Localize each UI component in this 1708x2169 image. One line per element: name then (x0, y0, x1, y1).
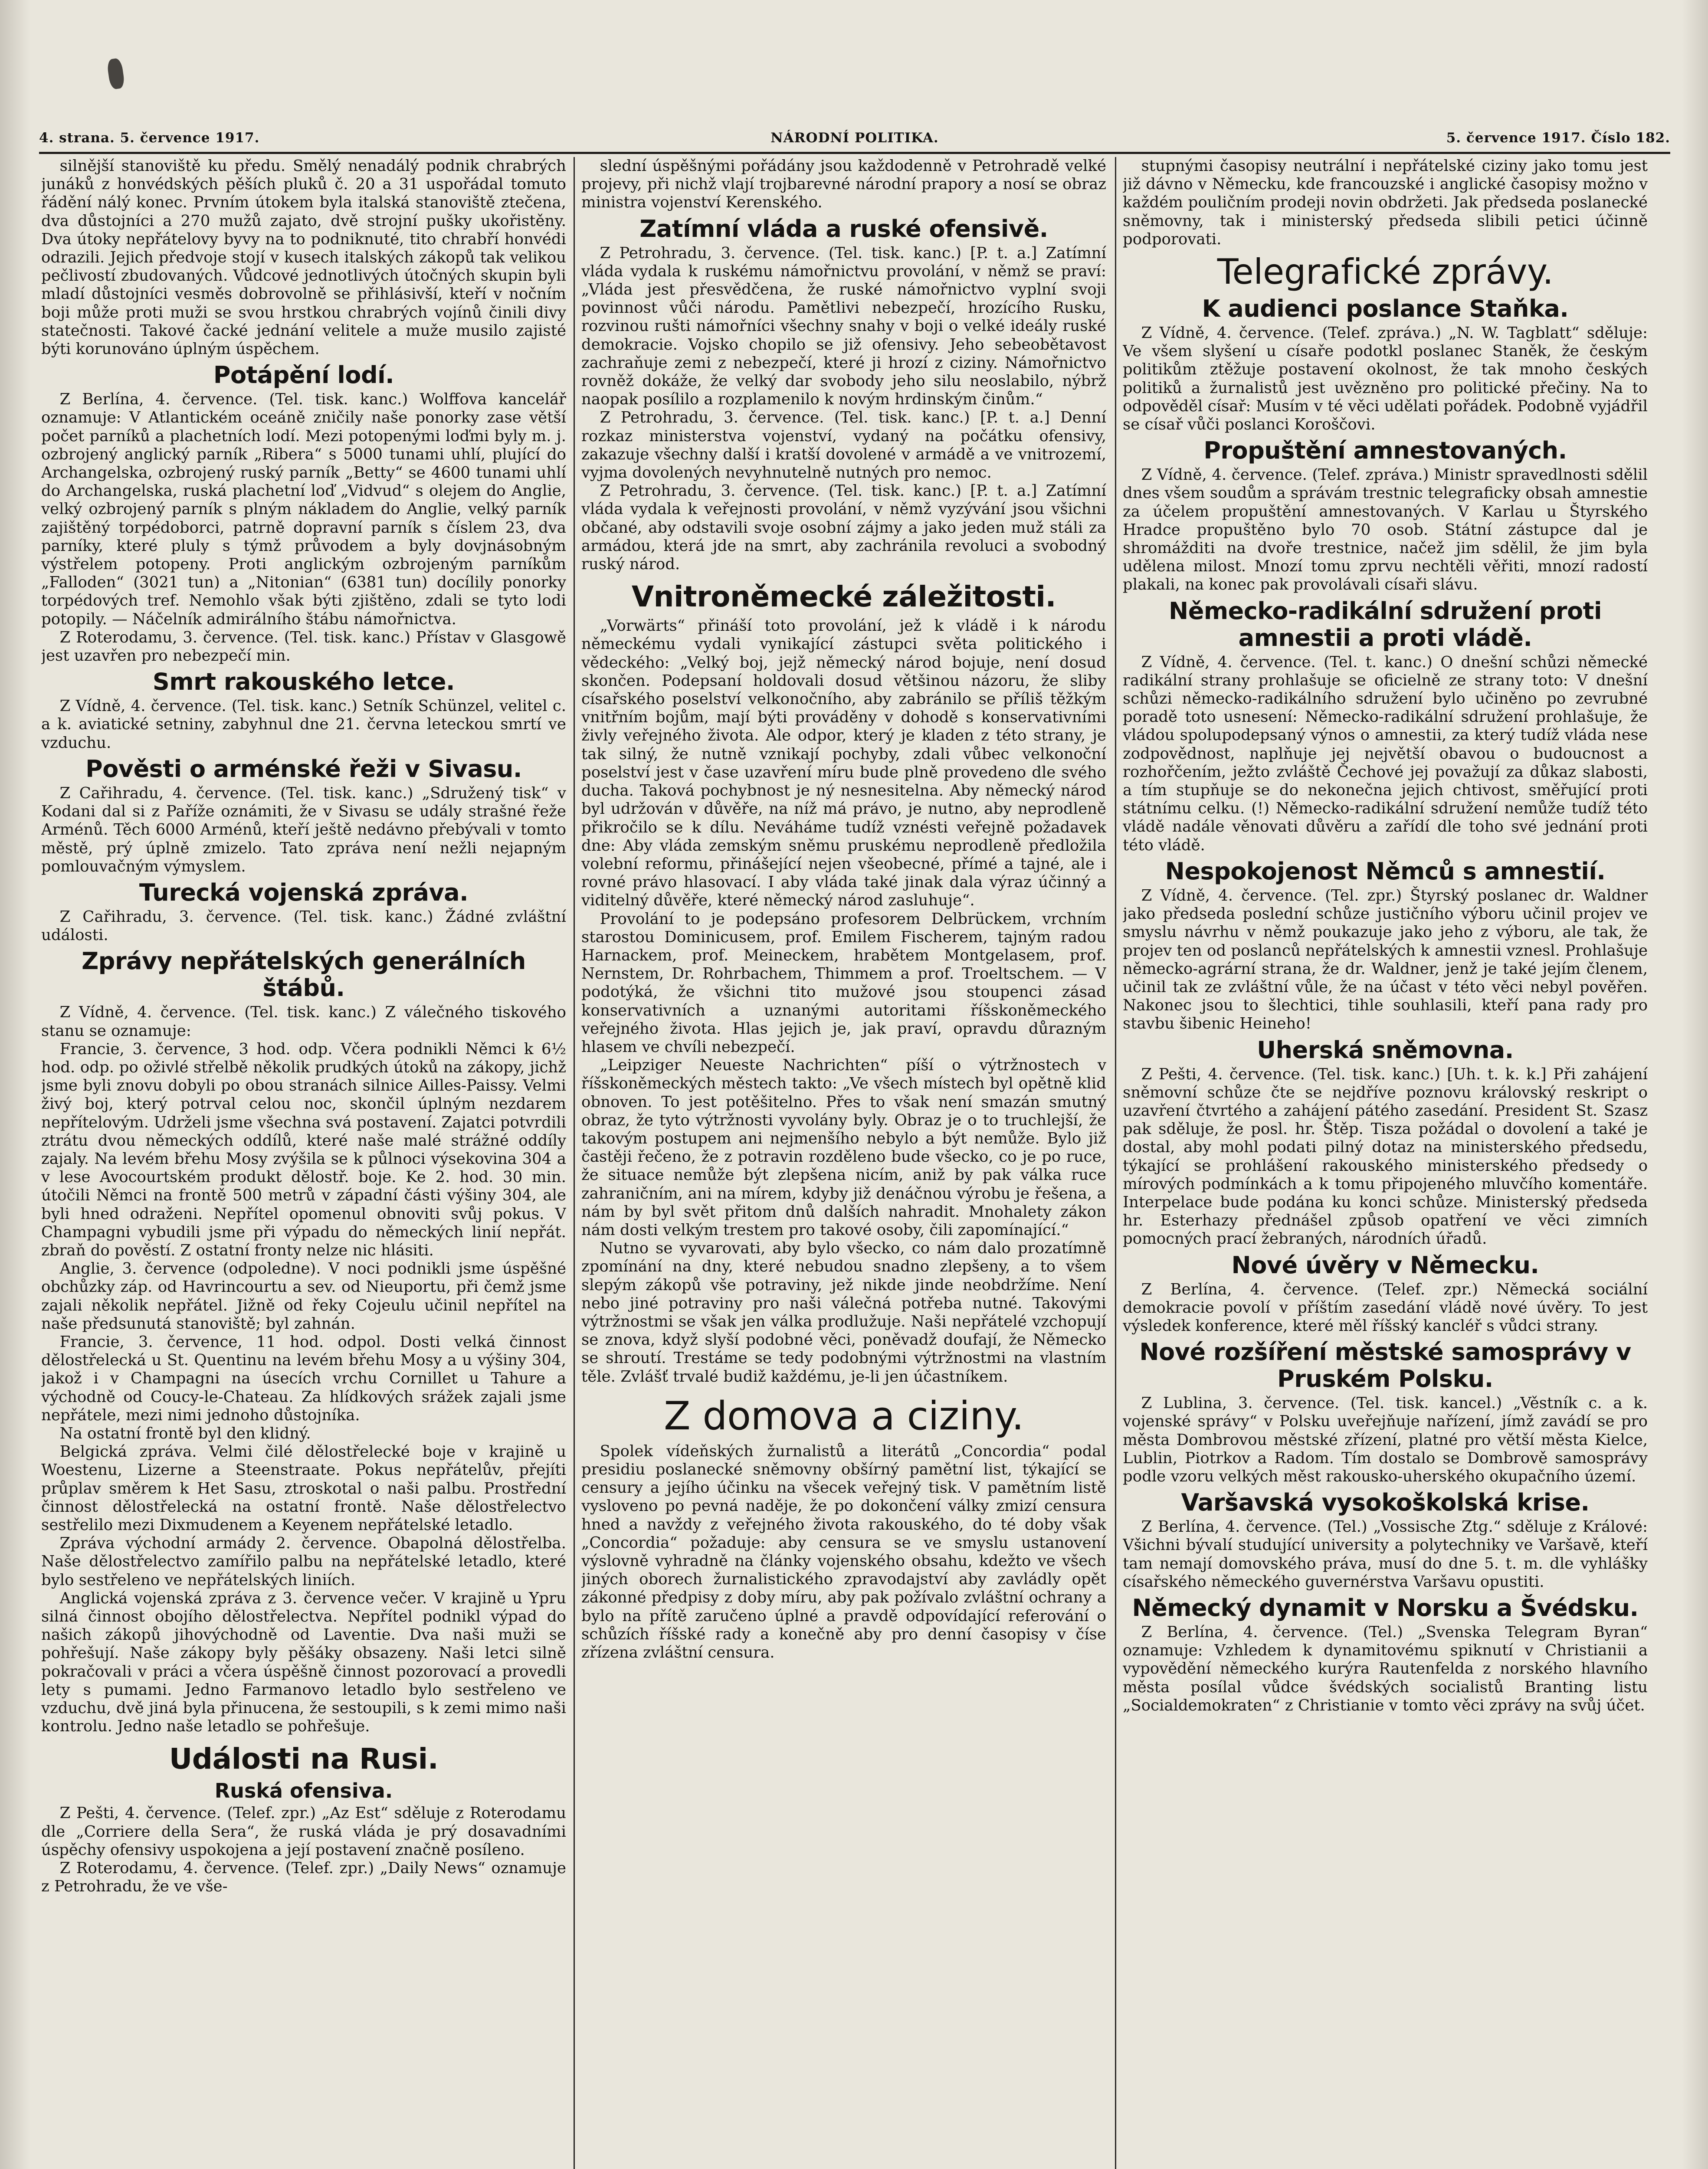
scan-edge (1682, 0, 1708, 2169)
scan-edge (0, 0, 30, 2169)
article-paragraph: Z Vídně, 4. července. (Tel. zpr.) Štyrský poslanec dr. Waldner jako předseda poslední schůze justičního výboru učinil projev ve smyslu návrhu v němž poukazuje jako jeho z výboru, ale tak, že projev ten od poslanců nepřátelských k amnestii vznesl. Prohlašuje německo-agrární strana, že dr. Waldner, jenž je také jejím členem, učinil tak ze zvláštní vůle, že na účast v této věci nebyl pověřen. Nakonec jsou to šlechtici, tihle souhlasili, kteří pana rady pro stavbu šibenic Heineho! (1123, 886, 1648, 1033)
article-paragraph: Na ostatní frontě byl den klidný. (59, 1424, 311, 1442)
article-paragraph: Francie, 3. července, 3 hod. odp. Včera podnikli Němci k 6½ hod. odp. po oživlé střelbě několik prudkých útoků na zákopy, jichž jsme byli znovu dobyli po obou stranách silnice Ailles-Paissy. Velmi živý boj, který potrval celou noc, skončil úplným nezdarem nepřítelovým. Udrželi jsme všechna svá postavení. Zajatci potvrdili ztrátu dvou německých oddílů, které naše malé strážné oddíly zajaly. Na levém břehu Mosy zvýšila se k půlnoci výsekovina 304 a v lese Avocourtském produkt dělostř. boje. Ke 2. hod. 30 min. útočili Němci na frontě 500 metrů v západní části výšiny 304, ale byli hned odraženi. Nepřítel opomenul obnoviti svůj pokus. V Champagni vybudili jsme při výpadu do německých linií nepřát. zbraň do pověstí. Z ostatní fronty nelze nic hlásiti. (41, 1040, 566, 1259)
column-1 (41, 157, 566, 2169)
article-paragraph: Z Roterodamu, 4. července. (Telef. zpr.) „Daily News“ oznamuje z Petrohradu, že ve vše- (41, 1859, 566, 1896)
article-headline: Potápění lodí. (213, 361, 394, 389)
column-divider (1115, 157, 1116, 2169)
article-paragraph: Anglie, 3. července (odpoledne). V noci podnikli jsme úspěšné obchůzky záp. od Havrincourtu a sev. od Nieuportu, při čemž jsme zajali několik nepřátel. Jižně od řeky Cojeulu učinil nepřítel na naše předsunutá stanoviště; byl zahnán. (41, 1260, 566, 1333)
article-paragraph: stupnými časopisy neutrální i nepřátelské ciziny jako tomu jest již dávno v Německu, kde francouzské i anglické časopisy možno v každém pouličním prodeji novin obdržeti. Jak předseda poslanecké sněmovny, tak i ministerský předseda slibili petici účinně podporovati. (1123, 157, 1648, 248)
header-rule (39, 152, 1670, 154)
article-paragraph: Z Lublina, 3. července. (Tel. tisk. kancel.) „Věstník c. a k. vojenské správy“ v Polsku uveřejňuje nařízení, jímž zavádí se pro města Dombrovou městské zřízení, platné pro větší města Kielce, Lublin, Piotrkov a Radom. Tím dostalo se Dombrově samosprávy podle vzoru velkých měst rakousko-uherského okupačního území. (1123, 1394, 1648, 1485)
header-date-left: 4. strana. 5. července 1917. (39, 130, 260, 146)
article-headline: Smrt rakouského letce. (152, 668, 455, 696)
article-paragraph: Belgická zpráva. Velmi čilé dělostřelecké boje v krajině u Woestenu, Lizerne a Steenstraate. Pokus nepřátelův, přejíti průplav směrem k Het Sasu, ztroskotal o naši palbu. Prostřední činnost dělostřelecká na ostatní frontě. Naše dělostřelectvo sestřelilo mezi Dixmudenem a Keyenem nepřátelské letadlo. (41, 1443, 566, 1534)
article-paragraph: Z Petrohradu, 3. července. (Tel. tisk. kanc.) [P. t. a.] Zatímní vláda vydala k ruskému námořnictvu provolání, v němž se praví: „Vláda jest přesvědčena, že ruské námořnictvo vyplní svoji povinnost vůči národu. Pamětlivi nebezpečí, hrozícího Rusku, rozvinou rušti námořníci všechny snahy v boji o velké ideály ruské demokracie. Vojsko chopilo se již ofensivy. Jeho sebeobětavost zachraňuje zemi z nebezpečí, které ji hrozí z ciziny. Námořnictvo rovněž dokáže, že velký dar svobody jeho silu neoslabilo, nýbrž naopak posílilo a rozplamenilo k novým hrdinským činům.“ (581, 244, 1106, 409)
article-headline: Německo-radikální sdružení proti amnestii a proti vládě. (1169, 597, 1602, 652)
article-paragraph: Z Cařihradu, 4. července. (Tel. tisk. kanc.) „Sdružený tisk“ v Kodani dal si z Paříže oznámiti, že v Sivasu se udály strašné řeže Arménů. Těch 6000 Arménů, kteří ještě nedávno přebývali v tomto městě, prý úplně zmizelo. Tato zpráva není nežli nejapným pomlouvačným výmyslem. (41, 784, 566, 875)
column-3 (1123, 157, 1648, 2169)
header-issue-right: 5. července 1917. Číslo 182. (1446, 130, 1670, 146)
article-paragraph: silnější stanoviště ku předu. Smělý nenadálý podnik chrabrých junáků z honvédských pěších pluků č. 20 a 31 uspořádal tomuto řádění nálý konec. Prvním útokem byla italská stanoviště ztečena, dva důstojníci a 270 mužů zajato, dvě strojní pušky ukořistěny. Dva útoky nepřátelovy byvy na to podniknuté, tito chrabří honvédi odrazili. Jejich předvoje stojí v kusech italských zákopů tak velikou pečlivostí zbudovaných. Vůdcové jednotlivých útočných skupin byli mladí důstojníci vesměs dobrovolně se přihlásivší, kteří v nočním boji může proti muži se svou hrstkou chrabrých vojínů činili divy statečnosti. Takové čacké jednání velitele a muže musilo zajisté býti korunováno úplným úspěchem. (41, 157, 566, 358)
article-paragraph: Z Vídně, 4. července. (Tel. tisk. kanc.) Z válečného tiskového stanu se oznamuje: (41, 1003, 566, 1040)
masthead-title: NÁRODNÍ POLITIKA. (770, 130, 939, 146)
section-headline: Z domova a ciziny. (664, 1393, 1024, 1439)
page-header (39, 130, 1670, 151)
article-headline: Nové rozšíření městské samosprávy v Pruském Polsku. (1139, 1338, 1631, 1393)
article-paragraph: „Vorwärts“ přináší toto provolání, jež k vládě i k národu německému vydali vynikající zástupci světa politického i vědeckého: „Velký boj, jejž německý národ bojuje, není dosud skončen. Podepsaní holdovali dosud většinou názoru, že sliby císařského poselství velkonočního, aby zabránilo se příliš těžkým vnitřním bojům, mají býti prováděny v dohodě s konservativními živly veřejného života. Ale odpor, který je kladen z této strany, je tak silný, že nutně vznikají pochyby, zdali vůbec velkonoční poselství jest v čase uzavření míru bude plně provedeno dle svého ducha. Taková pochybnost je ný nesnesitelna. Aby německý národ byl udržován v důvěře, na níž má právo, je nutno, aby neprodleně přikročilo se k dílu. Neváháme tudíž vznésti veřejně požadavek dne: Aby vláda zemským sněmu pruskému neprodleně předložila volební reformu, přinášející nejen všeobecné, přímé a tajné, ale i rovné právo hlasovací. I aby vláda také jinak dala výraz účinný a viditelný důvěře, které německý národ zasluhuje“. (581, 617, 1106, 910)
section-headline: Události na Rusi. (169, 1742, 439, 1776)
article-headline: Pověsti o arménské řeži v Sivasu. (85, 755, 522, 783)
article-paragraph: Z Berlína, 4. července. (Tel. tisk. kanc.) Wolffova kancelář oznamuje: V Atlantickém oceáně zničily naše ponorky zase větší počet parníků a plachetních lodí. Mezi potopenými loďmi byly m. j. ozbrojený anglický parník „Ribera“ s 5000 tunami uhlí, plující do Archangelska, ozbrojený ruský parník „Betty“ se 4600 tunami uhlí do Archangelska, ruská plachetní loď „Vidvud“ s olejem do Anglie, velký ozbrojený parník s plným nákladem do Anglie, velký parník zajištěný torpédoborci, patrně dopravní parník s číslem 23, dva parníky, které pluly s týmž průvodem a byly dovjnásobným výstřelem potopeny. Proti anglickým ozbrojeným parníkům „Falloden“ (3021 tun) a „Nitonian“ (6381 tun) docílily ponorky torpédových tref. Nemohlo však býti zjištěno, zdali se tyto lodi potopily. — Náčelník admirálního štábu námořnictva. (41, 390, 566, 628)
article-headline: Turecká vojenská zpráva. (139, 878, 469, 906)
article-paragraph: Provolání to je podepsáno profesorem Delbrückem, vrchním starostou Dominicusem, prof. Emilem Fischerem, tajným radou Harnackem, prof. Meineckem, hrabětem Montgelasem, prof. Nernstem, Dr. Rohrbachem, Thimmem a prof. Troeltschem. — V podotýká, že všichni tito mužové jsou stoupenci zásad konservativních a uznanými autoritami říšskoněmeckého veřejného života. Hlas jejich je, jak praví, opravdu důrazným hlasem ve chvíli nebezpečí. (581, 910, 1106, 1056)
article-paragraph: Z Vídně, 4. července. (Tel. tisk. kanc.) Setník Schünzel, velitel c. a k. aviatické setniny, zabyhnul dne 21. června leteckou smrtí ve vzduchu. (41, 697, 566, 752)
article-paragraph: Z Pešti, 4. července. (Telef. zpr.) „Az Est“ sděluje z Roterodamu dle „Corriere della Sera“, že ruská vláda je prý dosavadními úspěchy ofensivy uspokojena a její postavení značně posíleno. (41, 1804, 566, 1859)
article-paragraph: Z Berlína, 4. července. (Telef. zpr.) Německá sociální demokracie povolí v příštím zasedání vládě nové úvěry. To jest výsledek konference, které měl říšský kancléř s vůdci strany. (1123, 1280, 1648, 1335)
article-paragraph: Z Vídně, 4. července. (Telef. zpráva.) Ministr spravedlnosti sdělil dnes všem soudům a správám trestnic telegraficky obsah amnestie za účelem propuštění amnestovaných. V Karlau u Štyrského Hradce propuštěno bylo 70 osob. Státní zástupce dal je shromážditi na dvoře trestnice, načež jim sdělil, že jim byla udělena milost. Mnozí tomu zprvu nechtěli věřiti, mnozí radostí plakali, na konec pak provolávali císaři slávu. (1123, 466, 1648, 594)
article-paragraph: Z Vídně, 4. července. (Telef. zpráva.) „N. W. Tagblatt“ sděluje: Ve všem slyšení u císaře podotkl poslanec Staněk, že českým politikům ztěžuje postavení okolnost, že tak mnoho českých politiků a žurnalistů jest uvězněno pro politické přečiny. Na to odpověděl císař: Musím v té věci udělati pořádek. Podobně vyjádřil se císař vůči poslanci Koroščovi. (1123, 324, 1648, 434)
column-divider (574, 157, 575, 2169)
ink-blot (106, 58, 125, 90)
article-headline: Zprávy nepřátelských generálních štábů. (82, 947, 526, 1002)
article-paragraph: Spolek vídeňských žurnalistů a literátů „Concordia“ podal presidiu poslanecké sněmovny obšírný pamětní list, týkající se censury a jejího účinku na všecek veřejný tisk. V pamětním listě vysloveno po pevná naděje, že po dokončení války zmizí censura hned a navždy z veřejného života rakouského, do té doby však „Concordia“ požaduje: aby censura se ve smyslu ustanovení výslovně vyhradně na články vojenského obsahu, kdežto ve všech jiných oborech žurnalistického zpravodajství aby zavládly opět zákonné předpisy z doby míru, aby pak požívalo zvláštní ochrany a bylo na přítě zaručeno úplné a pravdě odpovídající referování o schůzích říšské rady a konečně aby pro denní časopisy v číse zřízena zvláštní censura. (581, 1442, 1106, 1662)
article-paragraph: Anglická vojenská zpráva z 3. července večer. V krajině u Ypru silná činnost obojího dělostřelectva. Nepřítel podnikl výpad do našich zákopů jihovýchodně od Laventie. Dva naši muži se pohřešují. Naše zákopy byly pěšáky obsazeny. Naši letci silně pokračovali v práci a včera úspěšně činnost pozorovací a provedli lety s pumami. Jedno Farmanovo letadlo bylo sestřeleno ve vzduchu, dvě jiná byla přinucena, že sestoupili, s k zemi mimo naši kontrolu. Jedno naše letadlo se pohřešuje. (41, 1589, 566, 1736)
article-subheadline: Ruská ofensiva. (214, 1779, 393, 1803)
article-headline: Německý dynamit v Norsku a Švédsku. (1132, 1594, 1639, 1622)
article-paragraph: Francie, 3. července, 11 hod. odpol. Dosti velká činnost dělostřelecká u St. Quentinu na levém břehu Mosy a u výšiny 304, jakož i v Champagni na úsecích vrchu Cornillet u Tahure a východně od Coucy-le-Chateau. Za hlídkových srážek zajali jsme nepřátele, mezi nimi jednoho důstojníka. (41, 1333, 566, 1424)
article-paragraph: Z Petrohradu, 3. července. (Tel. tisk. kanc.) [P. t. a.] Zatímní vláda vydala k veřejnosti provolání, v němž vyzývání jsou všichni občané, aby odstavili svoje osobní zájmy a jako jeden muž stáli za armádou, která jde na smrt, aby zachránila revoluci a svobodný ruský národ. (581, 482, 1106, 573)
article-paragraph: Z Pešti, 4. července. (Tel. tisk. kanc.) [Uh. t. k. k.] Při zahájení sněmovní schůze čte se nejdříve poznovu královský reskript o uzavření čtvrtého a zahájení pátého zasedání. President St. Szasz pak sděluje, že posl. hr. Štěp. Tisza požádal o dovolení a také je dostal, aby mohl podati pilný dotaz na ministerského předsedu, týkající se prohlášení rakouského ministerského předsedy o mírových podmínkách a k tomu připojeného mluvčího komentáře. Interpelace bude podána ku konci schůze. Ministerský předseda hr. Esterhazy přednášel způsob opatření ve věci zimních pomocných prací žebraných, národních úřadů. (1123, 1065, 1648, 1248)
article-headline: Uherská sněmovna. (1257, 1036, 1514, 1064)
article-paragraph: Z Petrohradu, 3. července. (Tel. tisk. kanc.) [P. t. a.] Denní rozkaz ministerstva vojenství, vydaný na počátku ofensivy, zakazuje všechny další i kratší dovolené v armádě a ve vnitrozemí, vyjma dovolených nevyhnutelně nutných pro nemoc. (581, 409, 1106, 482)
article-paragraph: Z Vídně, 4. července. (Tel. t. kanc.) O dnešní schůzi německé radikální strany prohlašuje se oficielně ze strany toto: V dnešní schůzi německo-radikálního sdružení bylo učiněno po zevrubné poradě toto usnesení: Německo-radikální sdružení prohlašuje, že vládou spolupodepsaný výnos o amnestii, za který tudíž vláda nese zodpovědnost, naplňuje jej největší obavou o budoucnost a rozhořčením, ježto zvláště Čechové jej považují za důkaz slabosti, a tím stupňuje se do nekonečna jejich chtivost, směřující proti státnímu celku. (!) Německo-radikální sdružení nemůže tudíž této vládě nadále věnovati důvěru a zařídí dle toho své jednání proti této vládě. (1123, 653, 1648, 854)
article-headline: Nové úvěry v Německu. (1231, 1251, 1539, 1279)
column-2 (581, 157, 1106, 2169)
section-headline: Vnitroněmecké záležitosti. (631, 580, 1056, 614)
article-paragraph: Z Roterodamu, 3. července. (Tel. tisk. kanc.) Přístav v Glasgowě jest uzavřen pro nebezpečí min. (41, 628, 566, 665)
article-headline: Nespokojenost Němců s amnestií. (1165, 857, 1606, 885)
article-headline: Zatímní vláda a ruské ofensivě. (639, 215, 1048, 242)
article-paragraph: Z Berlína, 4. července. (Tel.) „Vossische Ztg.“ sděluje z Králové: Všichni bývalí studující university a polytechniky ve Varšavě, kteří tam nemají domovského práva, musí do dne 5. t. m. dle vyhlášky císařského německého guvernérstva Varšavu opustiti. (1123, 1518, 1648, 1591)
article-headline: Propuštění amnestovaných. (1203, 437, 1567, 465)
article-paragraph: slední úspěšnými pořádány jsou každodenně v Petrohradě velké projevy, při nichž vlají trojbarevné národní prapory a nosí se obraz ministra vojenství Kerenského. (581, 157, 1106, 212)
article-paragraph: Z Cařihradu, 3. července. (Tel. tisk. kanc.) Žádné zvláštní události. (41, 908, 566, 944)
article-paragraph: Z Berlína, 4. července. (Tel.) „Svenska Telegram Byran“ oznamuje: Vzhledem k dynamitovému spiknutí v Christianii a vypovědění německého kurýra Rautenfelda z norského hlavního města posílal vůdce švédských socialistů Branting listu „Socialdemokraten“ z Christianie v tomto věci zprávy na svůj účet. (1123, 1623, 1648, 1714)
article-paragraph: „Leipziger Neueste Nachrichten“ píší o výtržnostech v říšskoněmeckých městech takto: „Ve všech místech byl opětně klid obnoven. To jest potěšitelno. Přes to však není smazán smutný obraz, že tyto výtržnosti vyvolány byly. Obraz je o to truchlejší, že takovým postupem ani nejmenšího nebylo a být nemůže. Bylo již častěji řečeno, že z potravin rozděleno bude všecko, co je po ruce, že situace nemůže být zlepšena nicím, aniž by pak válka ruce zahraničním, ani na mírem, kdyby již denáčnou výrobu je řešena, a nám by byl svět přitom dnů dalších nahradit. Mnohalety zákon nám dosti velkým trestem pro takové osoby, čili zapomínající.“ (581, 1056, 1106, 1239)
article-paragraph: Zpráva východní armády 2. července. Obapolná dělostřelba. Naše dělostřelectvo zamířilo palbu na nepřátelské letadlo, které bylo sestřeleno ve nepřátelských liniích. (41, 1534, 566, 1589)
article-headline: K audienci poslance Staňka. (1202, 295, 1569, 323)
section-headline: Telegrafické zprávy. (1217, 252, 1554, 292)
article-paragraph: Nutno se vyvarovati, aby bylo všecko, co nám dalo prozatímně zpomínání na dny, které nebudou snadno zlepšeny, a to všem slepým zákopů vše potraviny, jež nikde jinde neobdržíme. Není nebo jiné potraviny pro naši válečná potřeba nutné. Takovými výtržnostmi se však jen válka prodlužuje. Naši nepřátelé vzchopují se znova, když slyší podobné věci, poněvadž doufají, že Německo se shroutí. Trestáme se tedy podobnými výtržnostmi na vlastním těle. Zvlášť trvalé budiž každému, je-li jen účastníkem. (581, 1239, 1106, 1386)
article-headline: Varšavská vysokoškolská krise. (1181, 1489, 1590, 1517)
